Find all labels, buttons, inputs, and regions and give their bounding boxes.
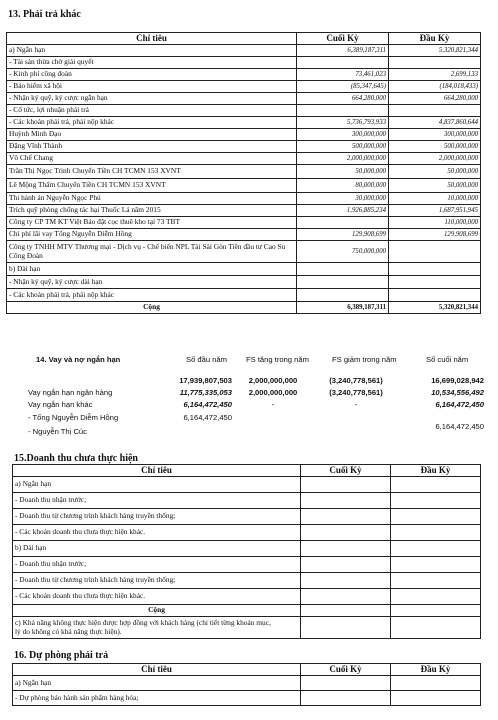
row-label: b) Dài hạn: [7, 263, 297, 276]
row-label: Công ty TNHH MTV Thương mại - Dịch vụ - Chế biến NPL Tài Sài Gòn Tiền đầu tư Cao Su Công Đoàn: [7, 241, 297, 263]
end-value: [297, 105, 389, 117]
total-label: Cộng: [13, 605, 301, 617]
row-label: - Doanh thu nhận trước;: [13, 557, 301, 573]
end-value: [301, 691, 391, 706]
start-value: [389, 263, 481, 276]
column-header: Cuối Kỳ: [301, 664, 391, 676]
total-label: Cộng: [7, 302, 297, 314]
end-value: 73,461,023: [297, 69, 389, 81]
loan-label: - Tống Nguyễn Diễm Hồng: [28, 413, 119, 422]
end-value: 664,280,000: [297, 93, 389, 105]
row-label: a) Ngắn hạn: [13, 477, 301, 493]
loan-value: 2,000,000,000: [248, 376, 298, 385]
loan-label: Vay ngắn hạn khác: [28, 400, 93, 409]
row-label: - Nhận ký quỹ, ký cược dài hạn: [7, 276, 297, 289]
total-start-value: [391, 605, 481, 617]
unearned-revenue-table: [12, 464, 481, 639]
loan-label: Vay ngắn hạn ngân hàng: [28, 388, 113, 397]
table-row: [7, 117, 481, 129]
start-value: [391, 589, 481, 605]
end-value: 500,000,000: [297, 141, 389, 153]
end-value: [297, 276, 389, 289]
section-16-title: 16. Dự phòng phải trả: [14, 650, 109, 661]
start-value: [391, 573, 481, 589]
table-row: [7, 289, 481, 302]
end-value: [301, 509, 391, 525]
row-label: Đặng Vĩnh Thành: [7, 141, 297, 153]
table-row: [13, 676, 481, 691]
table-row: [7, 165, 481, 179]
table-row: [7, 276, 481, 289]
table-row: [7, 93, 481, 105]
table-row: [7, 205, 481, 217]
column-header: FS giảm trong năm: [332, 355, 397, 364]
row-label: - Cổ tức, lợi nhuận phải trả: [7, 105, 297, 117]
end-value: [297, 217, 389, 229]
start-value: 664,280,000: [389, 93, 481, 105]
row-label: b) Dài hạn: [13, 541, 301, 557]
section-15-title: 15.Doanh thu chưa thực hiện: [14, 453, 138, 464]
row-label: - Các khoản phải trả, phải nộp khác: [7, 117, 297, 129]
total-start-value: 5,320,821,344: [389, 302, 481, 314]
column-header: Chỉ tiêu: [13, 664, 301, 676]
loan-value: 6,164,472,450: [183, 400, 232, 409]
end-value: [297, 263, 389, 276]
end-value: [301, 589, 391, 605]
column-header: Đầu Kỳ: [391, 664, 481, 676]
row-label: - Các khoản doanh thu chưa thực hiện khác.: [13, 589, 301, 605]
start-value: 5,320,821,344: [389, 45, 481, 57]
loan-label: - Nguyễn Thị Cúc: [28, 427, 87, 436]
section-13-title: 13. Phải trả khác: [8, 9, 81, 20]
end-value: 5,736,793,933: [297, 117, 389, 129]
end-value: 6,389,187,311: [297, 45, 389, 57]
start-value: 2,000,000,000: [389, 153, 481, 165]
table-row: [7, 241, 481, 263]
end-value: 2,000,000,000: [297, 153, 389, 165]
loan-value: (3,240,778,561): [329, 388, 383, 397]
row-label: Trần Thị Ngọc Trinh Chuyển Tiền CH TCMN 153 XVNT: [7, 165, 297, 179]
start-value: 300,000,000: [389, 129, 481, 141]
end-value: (85,347,645): [297, 81, 389, 93]
row-label: - Bảo hiểm xã hội: [7, 81, 297, 93]
loan-value: -: [271, 400, 275, 409]
loan-value: 11,775,335,053: [179, 388, 232, 397]
table-row: [7, 81, 481, 93]
table-row: [7, 45, 481, 57]
note-start-value: [391, 617, 481, 639]
start-value: 129,908,699: [389, 229, 481, 241]
start-value: [391, 493, 481, 509]
row-label: - Các khoản phải trả, phải nộp khác: [7, 289, 297, 302]
start-value: 50,000,000: [389, 179, 481, 193]
start-value: 110,000,000: [389, 217, 481, 229]
table-row: [7, 193, 481, 205]
row-label: - Tài sản thừa chờ giải quyết: [7, 57, 297, 69]
loan-value: 16,699,028,942: [431, 376, 484, 385]
table-row: [13, 477, 481, 493]
end-value: [301, 557, 391, 573]
total-row: [7, 302, 481, 314]
end-value: [301, 573, 391, 589]
loan-value: 10,534,556,492: [431, 388, 484, 397]
start-value: [391, 525, 481, 541]
table-row: [7, 57, 481, 69]
loan-value: 17,939,807,503: [179, 376, 232, 385]
row-label: Võ Chế Chang: [7, 153, 297, 165]
column-header: Cuối Kỳ: [301, 465, 391, 477]
row-label: - Kinh phí công đoàn: [7, 69, 297, 81]
table-row: [7, 105, 481, 117]
total-end-value: 6,389,187,311: [297, 302, 389, 314]
table-row: [13, 573, 481, 589]
column-header: Cuối Kỳ: [297, 33, 389, 45]
note-row: [13, 617, 481, 639]
loan-value: 6,164,472,450: [435, 422, 484, 431]
row-label: Trích quỹ phòng chống tác hại Thuốc Lá năm 2015: [7, 205, 297, 217]
table-row: [13, 525, 481, 541]
note-text: [13, 617, 301, 639]
column-header: Đầu Kỳ: [391, 465, 481, 477]
start-value: [391, 509, 481, 525]
end-value: [301, 676, 391, 691]
end-value: [297, 289, 389, 302]
row-label: a) Ngắn hạn: [7, 45, 297, 57]
row-label: - Dự phòng bảo hành sản phẩm hàng hóa;: [13, 691, 301, 706]
start-value: 1,687,951,945: [389, 205, 481, 217]
note-line: c) Khả năng không thực hiện được hợp đồng với khách hàng (chi tiết từng khoản mục,: [15, 618, 271, 628]
table-row: [7, 217, 481, 229]
table-row: [7, 69, 481, 81]
table-row: [13, 691, 481, 706]
end-value: 750,000,000: [297, 241, 389, 263]
loan-value: -: [354, 400, 358, 409]
end-value: [301, 541, 391, 557]
note-line: lý do không có khả năng thực hiện).: [15, 626, 122, 636]
end-value: 80,000,000: [297, 179, 389, 193]
row-label: Lê Mộng Thẩm Chuyển Tiền CH TCMN 153 XVNT: [7, 179, 297, 193]
table-row: [7, 153, 481, 165]
row-label: Chi phí lãi vay Tống Nguyễn Diễm Hồng: [7, 229, 297, 241]
end-value: [301, 525, 391, 541]
row-label: - Nhận ký quỹ, ký cược ngắn hạn: [7, 93, 297, 105]
row-label: a) Ngắn hạn: [13, 676, 301, 691]
row-label: - Các khoản doanh thu chưa thực hiện khác.: [13, 525, 301, 541]
column-header: Số đầu năm: [186, 355, 227, 364]
table-row: [7, 129, 481, 141]
column-header: Chỉ tiêu: [13, 465, 301, 477]
table-row: [7, 229, 481, 241]
total-row: [13, 605, 481, 617]
table-row: [7, 141, 481, 153]
table-row: [13, 493, 481, 509]
end-value: 50,000,000: [297, 165, 389, 179]
row-label: - Doanh thu từ chương trình khách hàng truyền thống;: [13, 509, 301, 525]
provisions-table: [12, 663, 481, 706]
other-payables-table: [6, 32, 481, 314]
start-value: [389, 105, 481, 117]
start-value: 50,000,000: [389, 165, 481, 179]
row-label: - Doanh thu từ chương trình khách hàng truyền thống;: [13, 573, 301, 589]
row-label: Thi hành án Nguyễn Ngọc Phú: [7, 193, 297, 205]
column-header: Chỉ tiêu: [7, 33, 297, 45]
start-value: 500,000,000: [389, 141, 481, 153]
row-label: Công ty CP TM KT Việt Báo đặt cọc thuê kho tại 73 TBT: [7, 217, 297, 229]
end-value: [301, 477, 391, 493]
start-value: [389, 57, 481, 69]
column-header: Đầu Kỳ: [389, 33, 481, 45]
table-row: [7, 179, 481, 193]
start-value: 4,837,860,644: [389, 117, 481, 129]
start-value: [391, 477, 481, 493]
table-row: [7, 263, 481, 276]
end-value: 30,000,000: [297, 193, 389, 205]
loan-value: 6,164,472,450: [435, 400, 484, 409]
table-row: [13, 541, 481, 557]
table-row: [13, 509, 481, 525]
loan-value: (3,240,778,561): [329, 376, 383, 385]
total-end-value: [301, 605, 391, 617]
table-row: [13, 557, 481, 573]
start-value: 2,699,133: [389, 69, 481, 81]
start-value: [389, 276, 481, 289]
end-value: 1,926,885,234: [297, 205, 389, 217]
start-value: [391, 541, 481, 557]
loan-value: 2,000,000,000: [248, 388, 298, 397]
row-label: - Doanh thu nhận trước;: [13, 493, 301, 509]
start-value: [391, 676, 481, 691]
note-end-value: [301, 617, 391, 639]
start-value: [389, 289, 481, 302]
column-header: Số cuối năm: [426, 355, 469, 364]
end-value: [301, 493, 391, 509]
start-value: [391, 557, 481, 573]
table-row: [13, 589, 481, 605]
column-header: FS tăng trong năm: [246, 355, 309, 364]
start-value: [391, 691, 481, 706]
row-label: Huỳnh Minh Đạo: [7, 129, 297, 141]
end-value: 300,000,000: [297, 129, 389, 141]
loan-value: 6,164,472,450: [183, 413, 232, 422]
start-value: [389, 241, 481, 263]
section-14-title: 14. Vay và nợ ngắn hạn: [36, 355, 121, 364]
end-value: 129,908,699: [297, 229, 389, 241]
end-value: [297, 57, 389, 69]
start-value: 10,000,000: [389, 193, 481, 205]
start-value: (184,018,433): [389, 81, 481, 93]
